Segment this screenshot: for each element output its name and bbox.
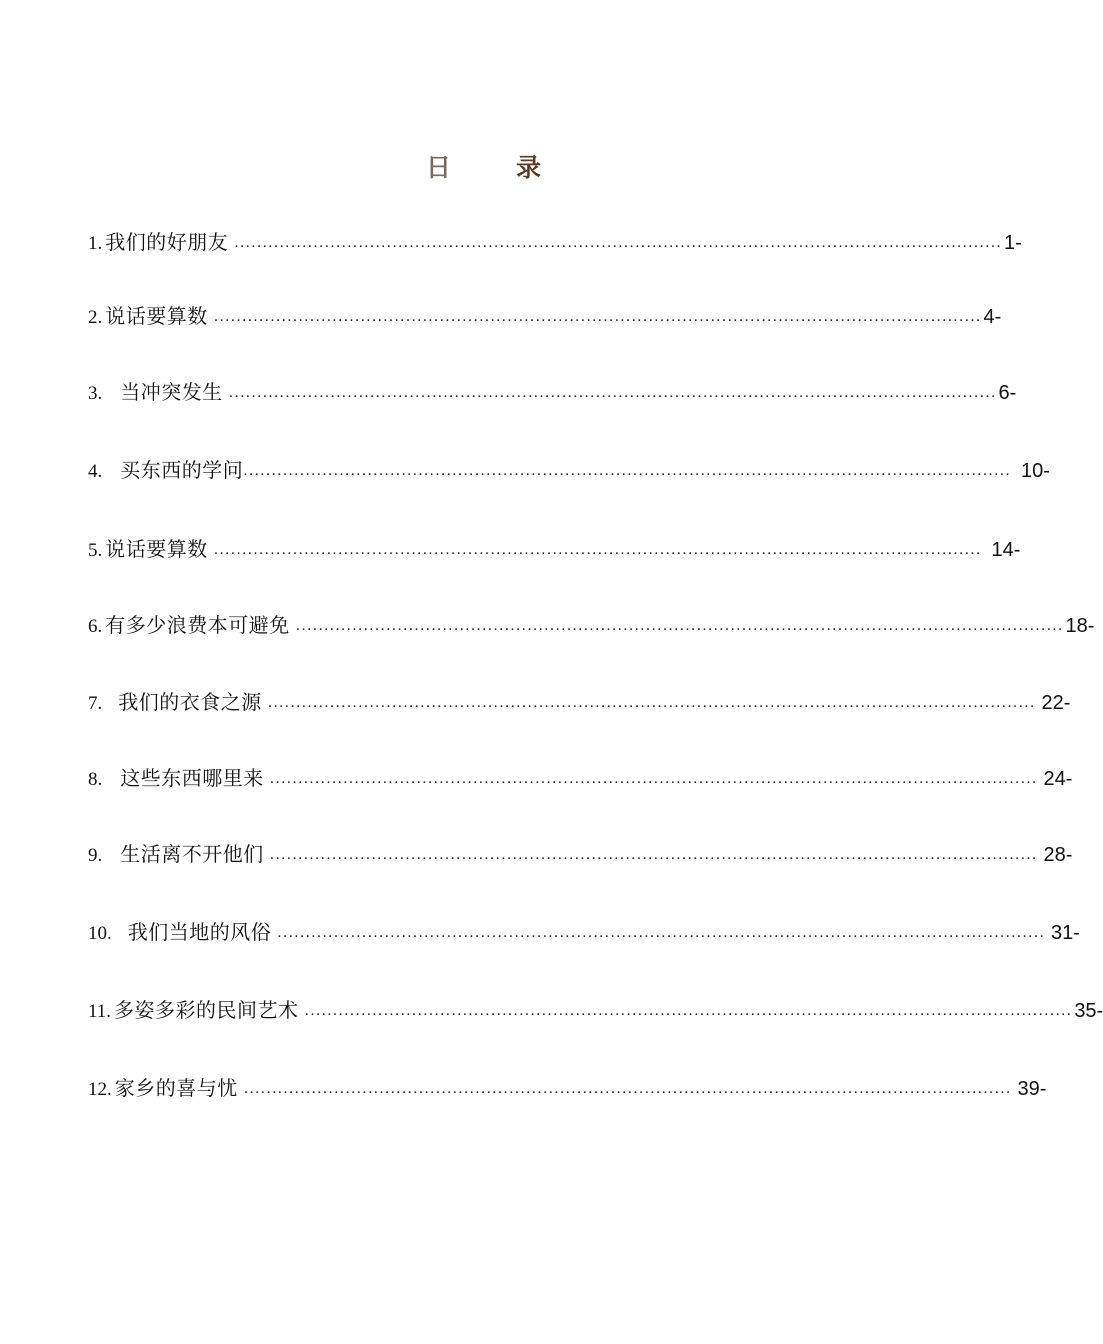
- toc-entry[interactable]: [88, 227, 1022, 257]
- toc-entry-number: 4.: [88, 461, 103, 482]
- toc-entry-number: 8.: [88, 769, 103, 790]
- toc-entry-title: 买东西的学问: [120, 458, 244, 482]
- toc-heading-char-2: 录: [516, 153, 542, 182]
- toc-entry-title: 说话要算数: [105, 537, 208, 561]
- toc-entry-title: 有多少浪费本可避免: [105, 613, 290, 637]
- toc-entry-title: 我们的好朋友: [105, 230, 229, 254]
- toc-entry-page: 4-: [983, 306, 1002, 328]
- toc-entry-title: 我们当地的风俗: [127, 920, 272, 944]
- toc-entry-page: 1-: [1004, 232, 1022, 254]
- toc-entry-number: 12.: [88, 1079, 112, 1100]
- toc-entry[interactable]: [88, 917, 1080, 947]
- toc-entry-number: 5.: [88, 540, 103, 561]
- toc-entry[interactable]: [88, 377, 1017, 407]
- toc-entry[interactable]: [88, 610, 1095, 640]
- toc-entry-page: 14-: [991, 539, 1021, 561]
- toc-entry[interactable]: [88, 534, 1021, 564]
- toc-entry-number: 3.: [88, 383, 103, 404]
- toc-entry-title: 说话要算数: [105, 304, 208, 328]
- toc-entry-page: 35-: [1074, 1000, 1103, 1022]
- toc-entry[interactable]: [88, 687, 1071, 717]
- toc-entry-title: 生活离不开他们: [120, 842, 264, 866]
- toc-entry-title: 我们的衣食之源: [118, 690, 262, 714]
- toc-dot-leader: ........................................................................................................................................: [243, 462, 1012, 479]
- toc-entry-page: 10-: [1021, 460, 1050, 482]
- toc-entry[interactable]: [88, 995, 1103, 1025]
- toc-entry-number: 7.: [88, 693, 103, 714]
- toc-heading-char-1: 日: [426, 153, 452, 182]
- toc-entry[interactable]: [88, 455, 1050, 485]
- toc-dot-leader: ........................................................................................................................................: [243, 1080, 1012, 1097]
- toc-entry-number: 2.: [88, 307, 103, 328]
- toc-dot-leader: ........................................................................................................................................: [269, 846, 1038, 863]
- toc-dot-leader: ........................................................................................................................................: [295, 617, 1064, 634]
- toc-dot-leader: ........................................................................................................................................: [213, 541, 982, 558]
- toc-entry-page: 24-: [1043, 768, 1073, 790]
- toc-entry[interactable]: [88, 763, 1073, 793]
- toc-entry-title: 这些东西哪里来: [120, 766, 264, 790]
- toc-entry-number: 1.: [88, 233, 103, 254]
- toc-dot-leader: ........................................................................................................................................: [228, 384, 997, 401]
- toc-entry[interactable]: [88, 1073, 1047, 1103]
- toc-heading: [0, 148, 950, 188]
- toc-dot-leader: ........................................................................................................................................: [269, 770, 1038, 787]
- toc-entry-number: 10.: [88, 923, 112, 944]
- toc-dot-leader: ........................................................................................................................................: [267, 694, 1036, 711]
- toc-entry-page: 22-: [1041, 692, 1071, 714]
- toc-entry-page: 39-: [1017, 1078, 1047, 1100]
- toc-entry-number: 6.: [88, 616, 103, 637]
- toc-entry-page: 28-: [1043, 844, 1073, 866]
- toc-dot-leader: ........................................................................................................................................: [213, 308, 982, 325]
- toc-dot-leader: ........................................................................................................................................: [234, 234, 1003, 251]
- toc-entry-title: 多姿多彩的民间艺术: [114, 998, 299, 1022]
- toc-dot-leader: ........................................................................................................................................: [277, 924, 1046, 941]
- toc-entry-page: 31-: [1051, 922, 1080, 944]
- toc-entry-number: 9.: [88, 845, 103, 866]
- toc-entry-title: 家乡的喜与忧: [114, 1076, 238, 1100]
- toc-dot-leader: ........................................................................................................................................: [304, 1002, 1073, 1019]
- toc-entry-page: 6-: [998, 382, 1017, 404]
- toc-entry[interactable]: [88, 301, 1002, 331]
- toc-entry-number: 11.: [88, 1001, 112, 1022]
- toc-entry[interactable]: [88, 839, 1073, 869]
- toc-entry-page: 18-: [1065, 615, 1095, 637]
- toc-entry-title: 当冲突发生: [120, 380, 223, 404]
